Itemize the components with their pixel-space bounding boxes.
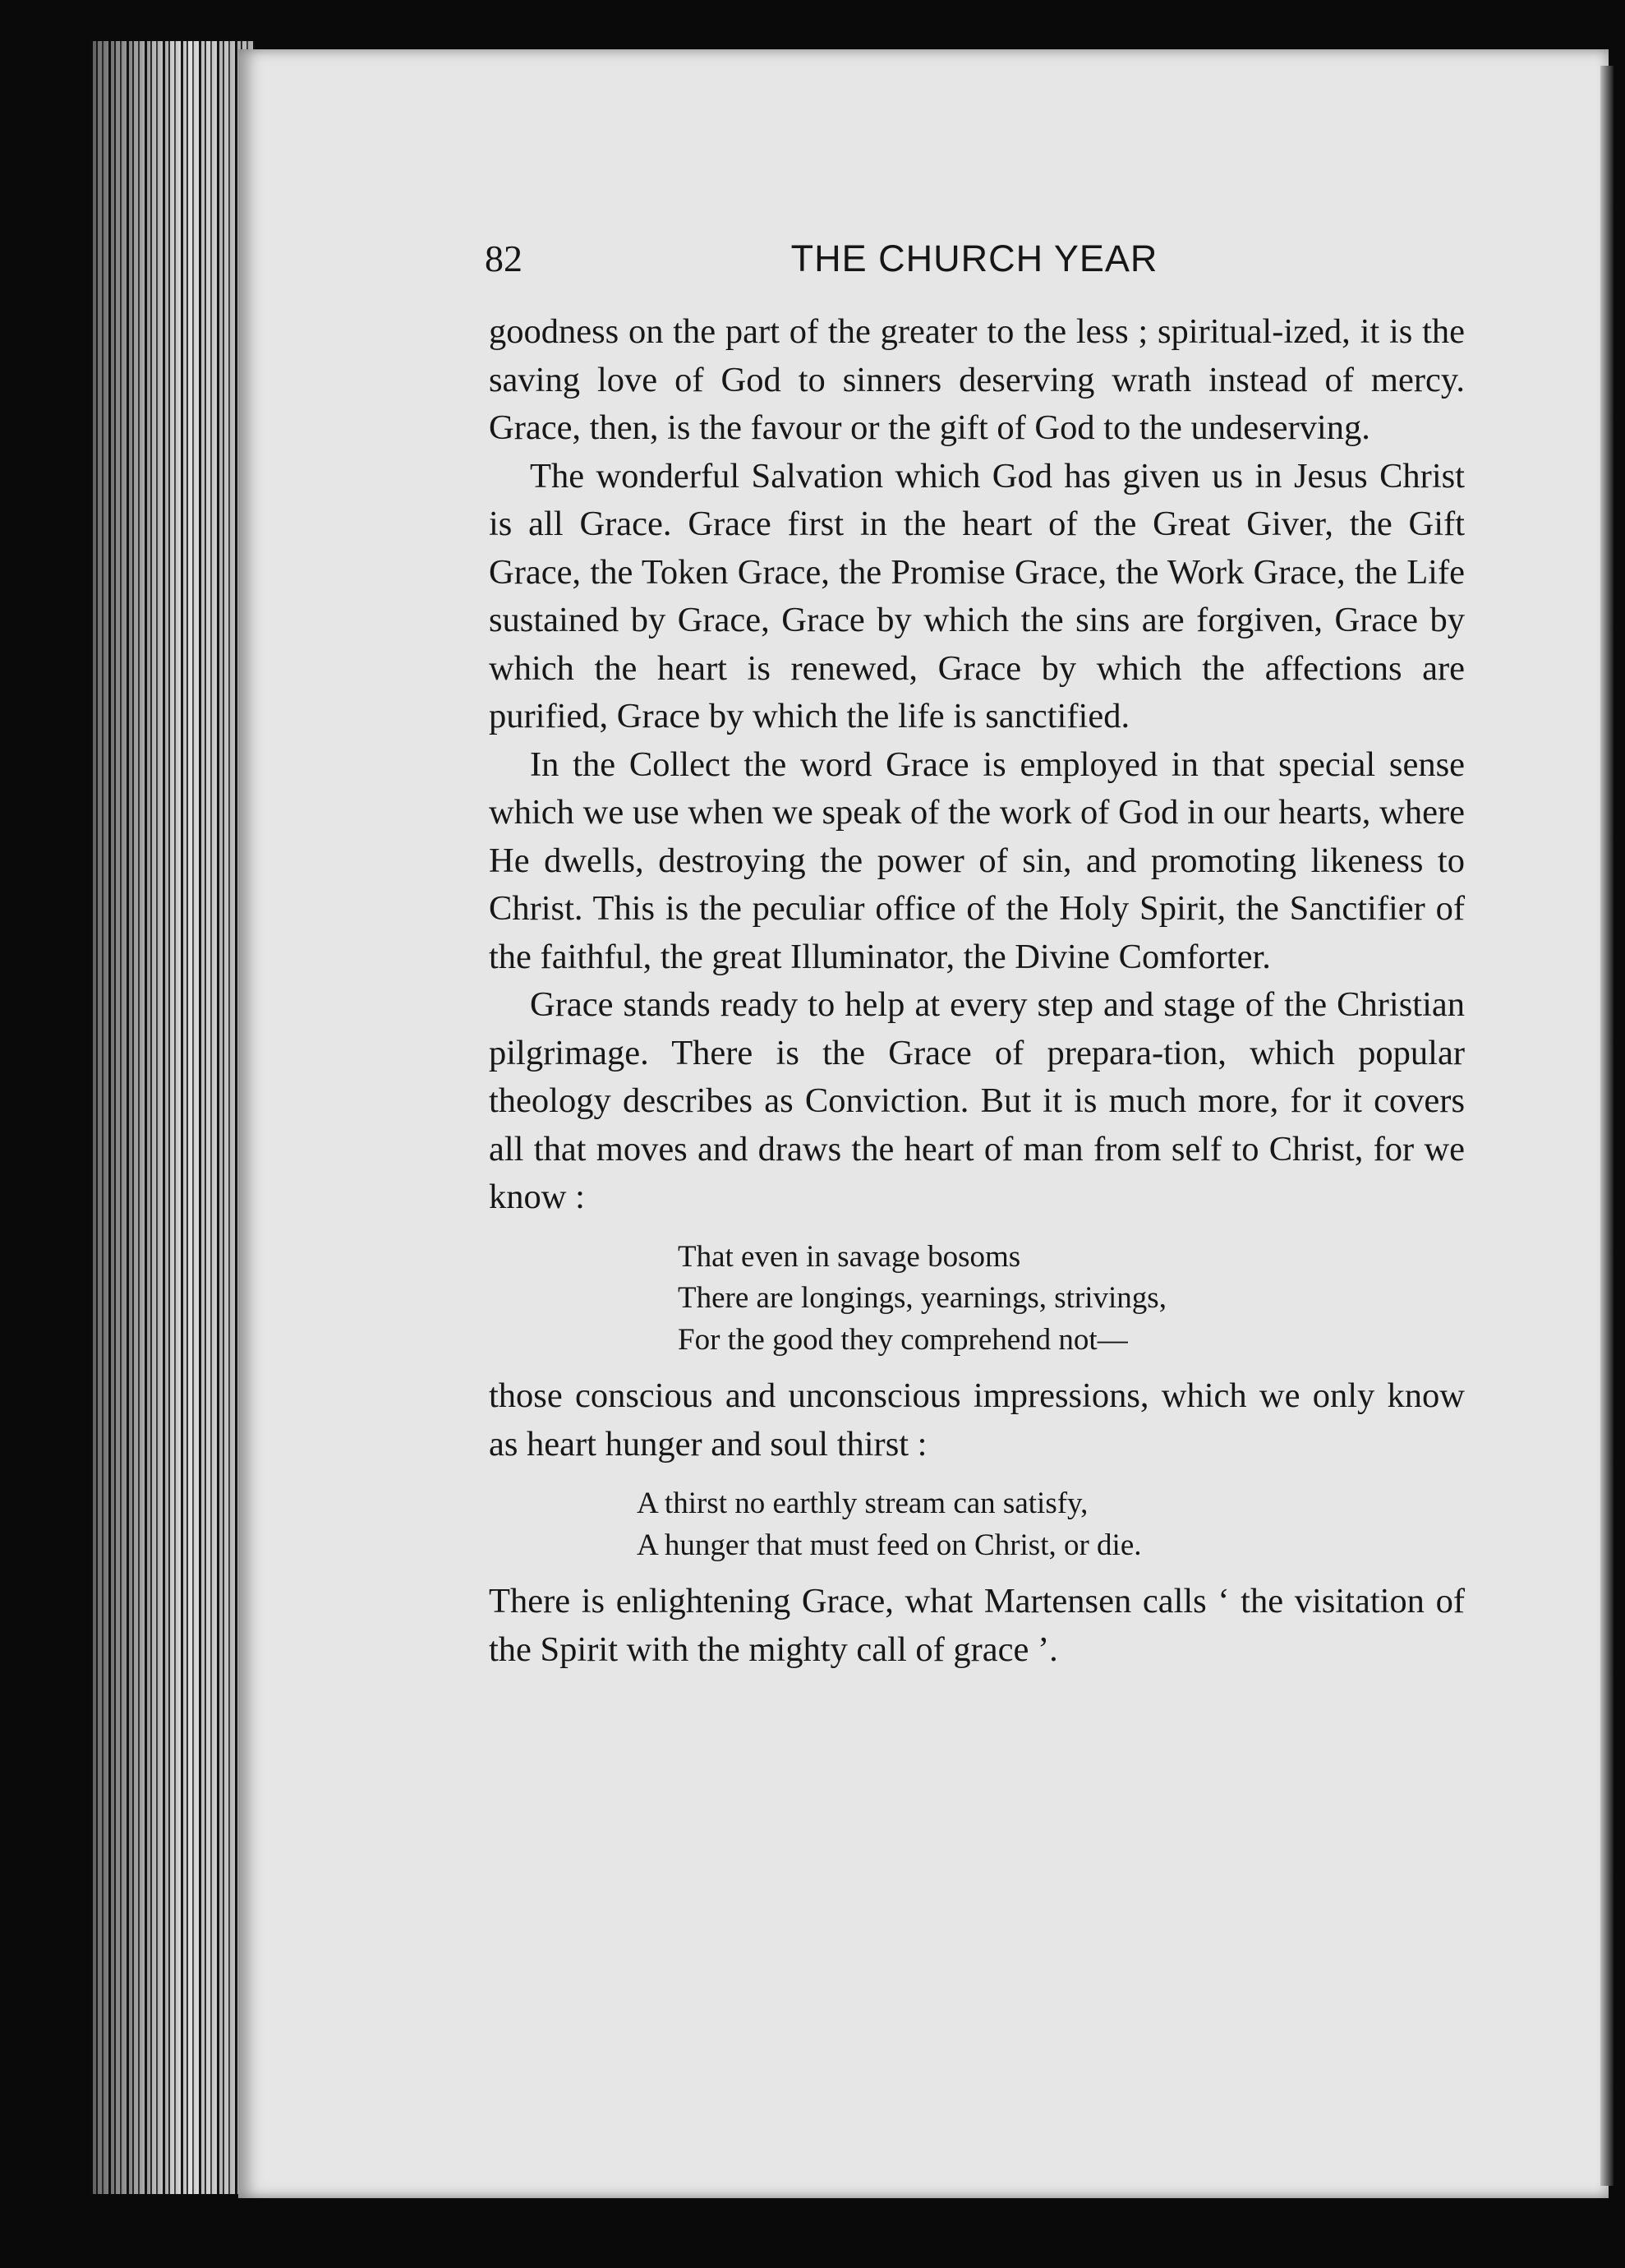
verse-line: There are longings, yearnings, strivings,	[678, 1281, 1167, 1315]
paragraph-6: There is enlightening Grace, what Martensen calls ‘ the visitation of the Spirit with the mighty call of grace ’.	[489, 1582, 1465, 1669]
paragraph-3: In the Collect the word Grace is employed in that special sense which we use when we speak of the work of God in our hearts, where He dwells, destroying the power of sin, and promoting likeness to Christ. This is the peculiar office of the Holy Spirit, the Sanctifier of the faithful, the great Illuminator, the Divine Comforter.	[489, 744, 1465, 976]
paragraph-2: The wonderful Salvation which God has given us in Jesus Christ is all Grace. Grace first in the heart of the Great Giver, the Gift Grace, the Token Grace, the Promise Grace, the Work Grace, the Life sustained by Grace, Grace by which the sins are forgiven, Grace by which the heart is renewed, Grace by which the affections are purified, Grace by which the life is sanctified.	[489, 456, 1465, 735]
verse-line: A thirst no earthly stream can satisfy,	[637, 1487, 1089, 1520]
text-body	[489, 308, 1465, 1674]
paragraph-4: Grace stands ready to help at every step and stage of the Christian pilgrimage. There is the Grace of prepara-tion, which popular theology describes as Conviction. But it is much more, for it covers all that moves and draws the heart of man from self to Christ, for we know :	[489, 985, 1465, 1216]
verse-quote-1	[489, 1237, 1465, 1362]
page-number: 82	[485, 237, 522, 279]
verse-quote-2	[489, 1483, 1465, 1566]
verse-line: For the good they comprehend not—	[678, 1322, 1128, 1357]
page-header	[485, 230, 1464, 288]
stacked-page-edges	[90, 41, 255, 2194]
page-right-edge	[1600, 66, 1613, 2186]
paragraph-1: goodness on the part of the greater to the less ; spiritual-ized, it is the saving love of God to sinners deserving wrath instead of mercy. Grace, then, is the favour or the gift of God to the undeserving.	[489, 312, 1465, 447]
running-head: THE CHURCH YEAR	[790, 237, 1158, 279]
paragraph-5: those conscious and unconscious impressions, which we only know as heart hunger and soul thirst :	[489, 1376, 1465, 1464]
verse-line: A hunger that must feed on Christ, or die.	[637, 1528, 1142, 1562]
verse-line: That even in savage bosoms	[678, 1239, 1021, 1274]
